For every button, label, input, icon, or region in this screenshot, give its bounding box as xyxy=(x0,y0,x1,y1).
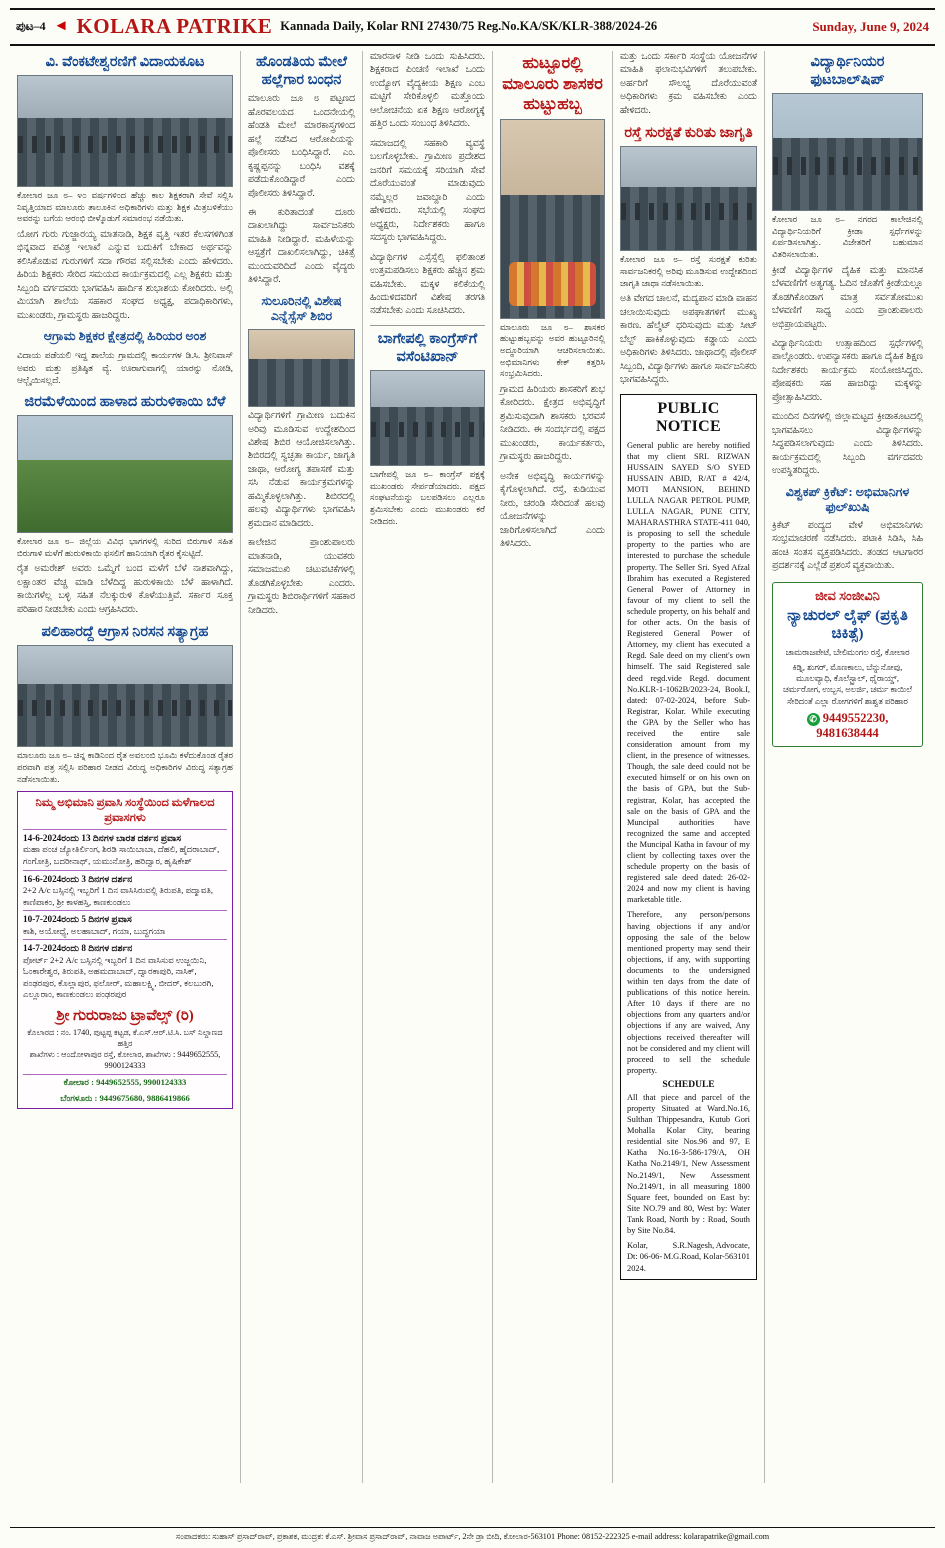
col1-caption-4: ಮಾಲೂರು ಜೂ ೮– ಚಿನ್ನ ಕಾಡಿನಿಂದ ರೈತ ಅವಲಂಬಿ ಭೂಮಿ ಕಳೆದುಕೊಂಡ ರೈತರ ಪರವಾಗಿ ಪತ್ರ ಸಲ್ಲಿಸಿ ಪರಿಹಾರ ನೀಡದ ವಿರುದ್ಧ ಅಧಿಕಾರಿಗಳ ವಿರುದ್ಧ ಸತ್ಯಾಗ್ರಹ ನಡೆಸಲಾಯಿತು. xyxy=(17,750,233,784)
col2-headline-1: ಹೊಂಡತಿಯ ಮೇಲೆ ಹಲ್ಲೆಗಾರ ಬಂಧನ xyxy=(256,54,347,89)
notice-date: Dt: 06-06-2024. xyxy=(627,1252,663,1273)
public-notice-para-3: All that piece and parcel of the property Situated at Ward.No.16, Sulthan Thippesandra, Kutub Gori Mohalla Kolar City, bearing residential site Nos.96 and 97, E Katha No.16-3-586-179/A, OH Katha No.2149/1, New Assessment No.2149/1, New Assessment No.2149/1, in all measuring 1800 Square feet, bounded on East by: Site NO.79 and 80, West by: Water Tank Road, North by : Road, South by Site No.84. xyxy=(627,1092,750,1235)
ad-row-text: 2+2 A/c ಬಸ್ಸಿನಲ್ಲಿ ಇಬ್ಬರಿಗೆ 1 ದಿನ ವಾಸಿಸಿರುವಲ್ಲಿ ತಿರುಪತಿ, ಪದ್ಮಾವತಿ, ಕಾಣಿಪಾಕಂ, ಶ್ರೀ ಕಾಳಹಸ್ತಿ, ಕಾಣಕುಂಡಲು xyxy=(23,885,214,907)
col1-headline-2: ಆಗ್ರಾಮ ಶಿಕ್ಷಕರ ಕ್ಷೇತ್ರದಲ್ಲಿ ಹಿರಿಯರ ಅಂಶ xyxy=(43,329,207,344)
clinic-address: ಚಾಮರಾಜಪೇಟೆ, ಬೇಲಿಮಂಗಲ ರಸ್ತೆ, ಕೋಲಾರ xyxy=(785,648,910,658)
col1-headline-4: ಪಲಿಹಾರದ್ದೆ ಆಗ್ರಾಸ ನಿರಸನ ಸತ್ಯಾಗ್ರಹ xyxy=(41,624,209,641)
ad-row xyxy=(23,910,227,939)
ad-address: ಕೊಲಾರದ : ನಂ. 1740, ಪುಟ್ಟಪ್ಪ ಕಟ್ಟಡ, ಕೆ.ಎಸ್.ಆರ್.ಟಿ.ಸಿ. ಬಸ್ ನಿಲ್ದಾಣದ ಹತ್ತಿರ xyxy=(27,1028,223,1049)
public-notice-schedule-label: SCHEDULE xyxy=(662,1079,715,1090)
clinic-phone[interactable] xyxy=(779,711,916,741)
col6-body-2: ವಿದ್ಯಾರ್ಥಿನಿಯರು ಉತ್ಸಾಹದಿಂದ ಸ್ಪರ್ಧೆಗಳಲ್ಲಿ ಪಾಲ್ಗೊಂಡರು. ಉಪನ್ಯಾಸಕರು ಹಾಗೂ ದೈಹಿಕ ಶಿಕ್ಷಣ ನಿರ್ದೇಶಕರು ಕಾರ್ಯಕ್ರಮ ಸಂಯೋಜಿಸಿದ್ದರು. ಪೋಷಕರು ಸಹ ಹಾಜರಿದ್ದು ಮಕ್ಕಳನ್ನು ಪ್ರೋತ್ಸಾಹಿಸಿದರು. xyxy=(772,338,923,403)
col2-body-4: ಕಾಲೇಜಿನ ಪ್ರಾಂಶುಪಾಲರು ಮಾತನಾಡಿ, ಯುವಕರು ಸಮಾಜಮುಖಿ ಚಟುವಟಿಕೆಗಳಲ್ಲಿ ತೊಡಗಿಕೊಳ್ಳಬೇಕು ಎಂದರು. ಗ್ರಾಮಸ್ಥರು ಶಿಬಿರಾರ್ಥಿಗಳಿಗೆ ಸಹಕಾರ ನೀಡಿದರು. xyxy=(248,538,355,616)
col3-caption-1: ಬಾಗೇಪಲ್ಲಿ ಜೂ ೮– ಕಾಂಗ್ರೆಸ್ ಪಕ್ಷಕ್ಕೆ ಮುಖಂಡರು ಸೇರ್ಪಡೆಯಾದರು. ಪಕ್ಷದ ಸಂಘಟನೆಯನ್ನು ಬಲಪಡಿಸಲು ಎಲ್ಲರೂ ಶ್ರಮಿಸಬೇಕು ಎಂದು ಮುಖಂಡರು ಕರೆ ನೀಡಿದರು. xyxy=(370,469,485,526)
notice-signature-name: S.R.Nagesh, Advocate, xyxy=(672,1241,750,1251)
column-1 xyxy=(10,51,240,1483)
columns-grid xyxy=(10,51,935,1483)
col1-photo-3 xyxy=(17,645,233,747)
col2-body-3: ವಿದ್ಯಾರ್ಥಿಗಳಿಗೆ ಗ್ರಾಮೀಣ ಬದುಕಿನ ಅರಿವು ಮೂಡಿಸುವ ಉದ್ದೇಶದಿಂದ ವಿಶೇಷ ಶಿಬಿರ ಆಯೋಜಿಸಲಾಗಿತ್ತು. ಶಿಬಿರದಲ್ಲಿ ಸ್ವಚ್ಛತಾ ಕಾರ್ಯ, ಜಾಗೃತಿ ಜಾಥಾ, ಆರೋಗ್ಯ ತಪಾಸಣೆ ಮತ್ತು ಸಸಿ ನೆಡುವ ಕಾರ್ಯಕ್ರಮಗಳನ್ನು ಹಮ್ಮಿಕೊಳ್ಳಲಾಗಿತ್ತು. ಶಿಬಿರದಲ್ಲಿ ಹಲವು ವಿದ್ಯಾರ್ಥಿಗಳು ಭಾಗವಹಿಸಿ ಶ್ರಮದಾನ ಮಾಡಿದರು. xyxy=(248,411,355,529)
col4-photo-1 xyxy=(500,119,605,319)
col3-body-3: ವಿದ್ಯಾರ್ಥಿಗಳ ಎಸ್ಸೆಸ್ಸೆಲ್ಸಿ ಫಲಿತಾಂಶ ಉತ್ತಮಪಡಿಸಲು ಶಿಕ್ಷಕರು ಹೆಚ್ಚಿನ ಶ್ರಮ ವಹಿಸಬೇಕು. ಮಕ್ಕಳ ಕಲಿಕೆಯಲ್ಲಿ ಹಿಂದುಳಿದವರಿಗೆ ವಿಶೇಷ ತರಗತಿ ನಡೆಸಬೇಕು ಎಂದು ಸೂಚಿಸಿದರು. xyxy=(370,252,485,317)
clinic-name-line-1: ಜೀವ ಸಂಜೀವಿನಿ xyxy=(815,587,880,603)
clinic-services: ಕಿಡ್ನಿ, ಶುಗರ್, ಮೊಣಕಾಲು, ಬೆನ್ನುನೋವು, ಮೂಲವ್ಯಾಧಿ, ಕೊಲೆಸ್ಟ್ರಾಲ್, ಥೈರಾಯ್ಡ್, ಚರ್ಮರೋಗ, ಉಬ್ಬಸ, ಅಲರ್ಜಿ, ಚರ್ಮ ಕಾಯಿಲೆ ಸೇರಿದಂತೆ ಎಲ್ಲಾ ರೋಗಗಳಿಗೆ ಶಾಶ್ವತ ಪರಿಹಾರ xyxy=(783,662,912,706)
col6-caption-1: ಕೋಲಾರ ಜೂ ೮– ನಗರದ ಕಾಲೇಜಿನಲ್ಲಿ ವಿದ್ಯಾರ್ಥಿನಿಯರಿಗೆ ಕ್ರೀಡಾ ಸ್ಪರ್ಧೆಗಳನ್ನು ಏರ್ಪಡಿಸಲಾಗಿತ್ತು. ವಿಜೇತರಿಗೆ ಬಹುಮಾನ ವಿತರಿಸಲಾಯಿತು. xyxy=(772,214,923,260)
ad-row-date: 14-7-2024ರಂದು 8 ದಿನಗಳ ದರ್ಶನ xyxy=(23,943,133,954)
col5-caption-1: ಕೋಲಾರ ಜೂ ೮– ರಸ್ತೆ ಸುರಕ್ಷತೆ ಕುರಿತು ಸಾರ್ವಜನಿಕರಲ್ಲಿ ಅರಿವು ಮೂಡಿಸುವ ಉದ್ದೇಶದಿಂದ ಜಾಗೃತಿ ಜಾಥಾ ನಡೆಸಲಾಯಿತು. xyxy=(620,254,757,288)
ad-row-date: 10-7-2024ರಂದು 5 ದಿನಗಳ ಪ್ರವಾಸ xyxy=(23,914,132,925)
col4-headline-1: ಹುಟ್ಟೂರಲ್ಲಿ ಮಾಲೂರು ಶಾಸಕರ ಹುಟ್ಟುಹಬ್ಬ xyxy=(502,53,603,114)
column-5 xyxy=(612,51,764,1483)
col1-headline-1: ವಿ. ವೆಂಕಟೇಶ್ವರಣಿಗೆ ವಿದಾಯಕೂಟ xyxy=(45,54,205,70)
travel-advertisement xyxy=(17,791,233,1109)
column-6 xyxy=(764,51,930,1483)
paper-subtitle: Kannada Daily, Kolar RNI 27430/75 Reg.No.KA/SK/KLR-388/2024-26 xyxy=(280,19,658,33)
col6-body-1: ಕ್ರೀಡೆ ವಿದ್ಯಾರ್ಥಿಗಳ ದೈಹಿಕ ಮತ್ತು ಮಾನಸಿಕ ಬೆಳವಣಿಗೆಗೆ ಅತ್ಯಗತ್ಯ. ಓದಿನ ಜೊತೆಗೆ ಕ್ರೀಡೆಯಲ್ಲೂ ತೊಡಗಿಕೊಂಡಾಗ ಮಾತ್ರ ಸರ್ವತೋಮುಖ ಬೆಳವಣಿಗೆ ಸಾಧ್ಯ ಎಂದು ಪ್ರಾಂಶುಪಾಲರು ಅಭಿಪ್ರಾಯಪಟ್ಟರು. xyxy=(772,265,923,330)
ad-phone-2[interactable]: ಬೆಂಗಳೂರು : 9449675680, 9886419866 xyxy=(60,1093,190,1104)
ad-row xyxy=(23,870,227,911)
ad-branch: ಶಾಖೆಗಳು : ಆಂದೋಳಾಪುರ ರಸ್ತೆ, ಕೋಲಾರ, ಶಾಖೆಗಳು : 9449652555, 9900124333 xyxy=(29,1050,221,1071)
paper-title: KOLARA PATRIKE xyxy=(76,14,273,38)
public-notice xyxy=(620,394,757,1281)
col6-body-3: ಮುಂದಿನ ದಿನಗಳಲ್ಲಿ ಜಿಲ್ಲಾಮಟ್ಟದ ಕ್ರೀಡಾಕೂಟದಲ್ಲಿ ಭಾಗವಹಿಸಲು ವಿದ್ಯಾರ್ಥಿಗಳನ್ನು ಸಿದ್ಧಪಡಿಸಲಾಗುವುದು ಎಂದು ತಿಳಿಸಿದರು. ಕಾರ್ಯಕ್ರಮದಲ್ಲಿ ಸಿಬ್ಬಂದಿ ವರ್ಗದವರು ಉಪಸ್ಥಿತರಿದ್ದರು. xyxy=(772,412,923,477)
page-label: ಪುಟ–4 xyxy=(16,19,46,33)
ad-row xyxy=(23,829,227,870)
notice-signature-address: M.G.Road, Kolar-563101 xyxy=(663,1252,750,1262)
col1-photo-1 xyxy=(17,75,233,187)
ad-title: ನಿಮ್ಮ ಅಭಿಮಾನಿ ಪ್ರವಾಸಿ ಸಂಸ್ಥೆಯಿಂದ ಮಳೆಗಾಲದ ಪ್ರವಾಸಗಳು xyxy=(35,797,215,825)
col6-photo-1 xyxy=(772,93,923,211)
arrow-icon: ◄ xyxy=(53,18,69,34)
public-notice-title: PUBLIC NOTICE xyxy=(656,399,721,435)
col1-headline-3: ಜಿರಮೆಳೆಯಿಂದ ಹಾಳಾದ ಹುರುಳಿಕಾಯಿ ಬೆಳೆ xyxy=(24,394,226,411)
col5-body-1: ಮತ್ತು ಒಂದು ಸರ್ಕಾರಿ ಸಂಸ್ಥೆಯ ಯೋಜನೆಗಳ ಮಾಹಿತಿ ಫಲಾನುಭವಿಗಳಿಗೆ ತಲುಪಬೇಕು. ಅರ್ಹರಿಗೆ ಸೌಲಭ್ಯ ದೊರೆಯುವಂತೆ ಅಧಿಕಾರಿಗಳು ಕ್ರಮ ವಹಿಸಬೇಕು ಎಂದು ಹೇಳಿದರು. xyxy=(620,52,757,116)
col5-body-2: ಅತಿ ವೇಗದ ಚಾಲನೆ, ಮದ್ಯಪಾನ ಮಾಡಿ ವಾಹನ ಚಲಾಯಿಸುವುದು ಅಪಘಾತಗಳಿಗೆ ಮುಖ್ಯ ಕಾರಣ. ಹೆಲ್ಮೆಟ್ ಧರಿಸುವುದು ಮತ್ತು ಸೀಟ್ ಬೆಲ್ಟ್ ಹಾಕಿಕೊಳ್ಳುವುದು ಕಡ್ಡಾಯ ಎಂದು ಅಧಿಕಾರಿಗಳು ತಿಳಿಸಿದರು. ಜಾಥಾದಲ್ಲಿ ಪೊಲೀಸ್ ಸಿಬ್ಬಂದಿ, ವಿದ್ಯಾರ್ಥಿಗಳು ಹಾಗೂ ಸಾರ್ವಜನಿಕರು ಭಾಗವಹಿಸಿದ್ದರು. xyxy=(620,294,757,386)
ad-row-text: ಕಾಶಿ, ಅಯೋಧ್ಯೆ, ಅಲಹಾಬಾದ್, ಗಯಾ, ಬುದ್ಧಗಯಾ xyxy=(23,925,166,936)
public-notice-para-2: Therefore, any person/persons having objections if any and/or opposing the sale of the below mentioned property may send their objections, if any, with supporting documents to the undersigned within ten days from the date of publications of this notice herein. After 10 days if there are no objections from any quarters and/or objections if any are waived, Any objections received thereafter will not be considered and my client will proceed to sell the schedule property. xyxy=(627,910,750,1075)
ad-row-text: ಮಹಾ ಪಂಚ ಜ್ಯೋತಿರ್ಲಿಂಗ, ಶಿರಡಿ ಸಾಯಿಬಾಬಾ, ದೆಹಲಿ, ಹೈದರಾಬಾದ್, ಗಂಗೋತ್ರಿ, ಬದರೀನಾಥ್, ಯಮುನೋತ್ರಿ, ಹರಿದ್ವಾರ, ಹೃಷಿಕೇಶ್ xyxy=(23,844,220,867)
col6-body-4: ಕ್ರಿಕೆಟ್ ಪಂದ್ಯದ ವೇಳೆ ಅಭಿಮಾನಿಗಳು ಸಂಭ್ರಮಾಚರಣೆ ನಡೆಸಿದರು. ಪಟಾಕಿ ಸಿಡಿಸಿ, ಸಿಹಿ ಹಂಚಿ ಸಂತಸ ವ್ಯಕ್ತಪಡಿಸಿದರು. ತಂಡದ ಆಟಗಾರರ ಪ್ರದರ್ಶನಕ್ಕೆ ಎಲ್ಲೆಡೆ ಪ್ರಶಂಸೆ ವ್ಯಕ್ತವಾಯಿತು. xyxy=(772,520,923,572)
divider xyxy=(370,325,485,326)
masthead xyxy=(10,8,935,46)
clinic-name-line-2: ನ್ಯಾಚುರಲ್ ಲೈಫ್ (ಪ್ರಕೃತಿ ಚಿಕಿತ್ಸೆ) xyxy=(787,607,908,643)
column-2 xyxy=(240,51,362,1483)
public-notice-para-1: General public are hereby notified that my client SRI. RIZWAN HUSSAIN SAYED S/O SYED HUSSAIN ABID, R/AT # 42/4, MOTI MANSION, BEHIND LULLA NAGAR PETROL PUMP, LULLA NAGAR, PUNE CITY, MAHARASTHRA STATE-411 040, is proposing to sell the schedule property to the parties who are interested to purchase the schedule property. The Seller Sri. Syed Afzal Ibrahim has executed a Registered General Power of Attorney in favour of my client to sell the schedule property, on his behalf and for other acts. On the basis of Registered General Power of Attorney, my client has executed a Regd. Sale deed on my client's own himself. The said Registered sale deed regd.vide Regd. document No.KLR-1-1062B/2023-24, Book.I, dated: 07-02-2024, before Sub-Registrar, Kolar. While executing the GPA by the Seller who has received the entire sale consideration amount from my client, in the presence of witnesses. Though, the sale deed could not be executed himself or on his own on the basis of GPA, but the Sub-registrar, Kolar, has accepted the sale on the basis of GPA and the Muncipal authorities have recognized the same and accepted the Muncipal Katha in favour of my client by collecting taxes over the schedule property on the basis of registered sale deed dated: 26-02-2024 and now my client is having marketable title. xyxy=(627,440,750,905)
col6-headline-2: ವಿಶ್ವಕಪ್ ಕ್ರಿಕೆಟ್: ಅಭಿಮಾನಿಗಳ ಫುಲ್‌ಖುಷಿ xyxy=(785,484,910,515)
col3-photo-1 xyxy=(370,370,485,466)
ad-row-date: 16-6-2024ರಂದು 3 ದಿನಗಳ ದರ್ಶನ xyxy=(23,873,133,884)
ad-shop-name: ಶ್ರೀ ಗುರುರಾಜು ಟ್ರಾವೆಲ್ಸ್ (ರಿ) xyxy=(56,1008,194,1025)
col1-body-2: ವಿದಾಯ ಪಡೆಯಲಿ ಇದ್ದ ಶಾಲೆಯ ಗ್ರಾಮದಲ್ಲಿ ಕಾರ್ಯಗಳ ಡಿ.ಸಿ. ಶ್ರೀನಿವಾಸ್ ಅವರು ಮತ್ತು ಪ್ರತಿಷ್ಠಿತ ವ್ಯೆ. ಊರಾಗುವಾಗಲ್ಲಿ ಯಾರನ್ನು ನೋಡಿ, ಆಲ್ಬೈಯಿಸಲ್ಲದೆ. xyxy=(17,349,233,386)
notice-place: Kolar, xyxy=(627,1241,648,1251)
column-4 xyxy=(492,51,612,1483)
col1-photo-2 xyxy=(17,415,233,533)
col1-caption-1: ಕೋಲಾರ ಜೂ ೮– ೪೦ ವರ್ಷಗಳಿಂದ ಹೆಚ್ಚು ಕಾಲ ಶಿಕ್ಷಕರಾಗಿ ಸೇವೆ ಸಲ್ಲಿಸಿ ನಿವೃತ್ತಿಯಾದ ಮಾಲೂರು ತಾಲೂಕಿನ ಅಧಿಕಾರಿಗಳು ಮತ್ತು ಶಿಕ್ಷಕ ಮಿತ್ರಬಳಿಕೆಯು ಅವರನ್ನು ಬಗೆಯ ಆರಂಭಿ ಬೀಳ್ಕೊಡುಗೆ ಸಮಾರಂಭ ನಡೆಯಿತು. xyxy=(17,190,233,224)
col2-photo-1 xyxy=(248,329,355,407)
col1-body-3: ರೈತ ಅಮರೇಶ್ ಅವರು ಒಮ್ಮೆಗೆ ಬಂದ ಮಳೆಗೆ ಬೆಳೆ ನಾಶವಾಗಿದ್ದು, ಲಕ್ಷಾಂತರ ವೆಚ್ಚ ಮಾಡಿ ಬೆಳೆದಿದ್ದ ಹುರುಳಿಕಾಯಿ ಬೆಳೆ ಹಾಳಾಗಿದೆ. ಕಾಯಿಗಳೆಲ್ಲ ಬಳ್ಳಿ ಸಹಿತ ನೆಲಕ್ಕುರುಳಿ ಕೊಳೆಯುತ್ತಿವೆ. ಸರ್ಕಾರ ಸೂಕ್ತ ಪರಿಹಾರ ನೀಡಬೇಕು ಎಂದು ಆಗ್ರಹಿಸಿದರು. xyxy=(17,564,233,615)
ad-row-text: ಪೋರ್ಟ್ 2+2 A/c ಬಸ್ಸಿನಲ್ಲಿ ಇಬ್ಬರಿಗೆ 1 ದಿನ ವಾಸಿಸುವ ಉಜ್ಜಯಿನಿ, ಓಂಕಾರೇಶ್ವರ, ತಿರುಪತಿ, ಅಹಮದಾಬಾದ್, ದ್ವಾರಕಾಪುರಿ, ನಾಸಿಕ್, ಪಂಢರಪುರ, ಕೊಲ್ಲಾಪುರ, ಫಲೋರ್, ಮಹಾಲಕ್ಷ್ಮಿ, ಬೀದರ್, ಕಲಬುರಗಿ, ಎಲ್ಲೂರಾಂ, ಕಾಣಕುಂಡಲು ಪಂಢರಪುರ xyxy=(23,954,214,1000)
col6-headline-1: ವಿದ್ಯಾರ್ಥಿನಿಯರ ಫುಟಬಾಲ್‌ಷಿಪ್ xyxy=(810,54,885,89)
col1-caption-3: ಕೋಲಾರ ಜೂ ೮– ಜಿಲ್ಲೆಯ ವಿವಿಧ ಭಾಗಗಳಲ್ಲಿ ಸುರಿದ ಬಿರುಗಾಳಿ ಸಹಿತ ಬಿರುಗಾಳಿ ಮಳೆಗೆ ಹುರುಳಿಕಾಯಿ ಫಸಲಿಗೆ ಹಾನಿಯಾಗಿ ರೈತರ ಕೈಸುಟ್ಟಿದೆ. xyxy=(17,536,233,558)
col4-caption-1: ಮಾಲೂರು ಜೂ ೮– ಶಾಸಕರ ಹುಟ್ಟುಹಬ್ಬವನ್ನು ಅವರ ಹುಟ್ಟೂರಿನಲ್ಲಿ ಅದ್ಧೂರಿಯಾಗಿ ಆಚರಿಸಲಾಯಿತು. ಅಭಿಮಾನಿಗಳು ಕೇಕ್ ಕತ್ತರಿಸಿ ಸಂಭ್ರಮಿಸಿದರು. xyxy=(500,321,605,379)
page-footer: ಸಂಪಾದಕರು: ಸುಹಾಸ್ ಪ್ರಸಾದ್‌ರಾವ್, ಪ್ರಕಾಶಕ, ಮುದ್ರಕ: ಕೆ.ಎಸ್. ಶ್ರೀವಾಸ ಪ್ರಸಾದ್‌ರಾವ್, ನಾವಾಜ ಅಪಾರ್ಟ್, 2ನೇ ಡ್ರಾ ಬೀದಿ, ಕೋಲಾರ-563101 Phone: 08152-222325 e-mail address: kolarapatrike@gmail.com xyxy=(10,1527,935,1542)
ad-row-date: 14-6-2024ರಂದು 13 ದಿನಗಳ ಬಾರತ ದರ್ಶನ ಪ್ರವಾಸ xyxy=(23,833,182,844)
ad-row xyxy=(23,939,227,1003)
col4-body-1: ಗ್ರಾಮದ ಹಿರಿಯರು ಶಾಸಕರಿಗೆ ಶುಭ ಕೋರಿದರು. ಕ್ಷೇತ್ರದ ಅಭಿವೃದ್ಧಿಗೆ ಶ್ರಮಿಸುವುದಾಗಿ ಶಾಸಕರು ಭರವಸೆ ನೀಡಿದರು. ಈ ಸಂದರ್ಭದಲ್ಲಿ ಪಕ್ಷದ ಮುಖಂಡರು, ಕಾರ್ಯಕರ್ತರು, ಗ್ರಾಮಸ್ಥರು ಹಾಜರಿದ್ದರು. xyxy=(500,384,605,463)
col2-body-1: ಮಾಲೂರು ಜೂ ೮ ಪಟ್ಟಣದ ಹೊರವಲಯದ ಒಂದನೇಯಲ್ಲಿ ಹೆಂಡತಿ ಮೇಲೆ ಮಾರಕಾಸ್ತ್ರಗಳಿಂದ ಹಲ್ಲೆ ನಡೆಸಿದ ಆರೋಪಿಯನ್ನು ಪೊಲೀಸರು ಬಂಧಿಸಿದ್ದಾರೆ. ಎಂ. ಕೃಷ್ಣಪ್ಪನನ್ನು ಬಂಧಿಸಿ ವಶಕ್ಕೆ ಪಡೆದುಕೊಂಡಿದ್ದಾರೆ ಎಂದು ಪೊಲೀಸರು ತಿಳಿಸಿದ್ದಾರೆ. xyxy=(248,94,355,199)
col4-body-2: ಅನೇಕ ಅಭಿವೃದ್ಧಿ ಕಾರ್ಯಗಳನ್ನು ಕೈಗೊಳ್ಳಲಾಗಿದೆ. ರಸ್ತೆ, ಕುಡಿಯುವ ನೀರು, ಚರಂಡಿ ಸೇರಿದಂತೆ ಹಲವು ಯೋಜನೆಗಳನ್ನು ಜಾರಿಗೊಳಿಸಲಾಗಿದೆ ಎಂದು ತಿಳಿಸಿದರು. xyxy=(500,471,605,549)
column-3 xyxy=(362,51,492,1483)
col3-body-1: ಮಾರನಾಳ ನೀಡಿ ಒಂದು ಸುಹಿಸಿದರು. ಶಿಕ್ಷಕರಾದ ಪಿಂಚಣಿ ಇಲಾಖೆ ಒಂದು ಉದ್ಯೋಗ ವೈದ್ಯಕೀಯ ಶಿಕ್ಷಣ ಎಂಬ ಮಟ್ಟಿಗೆ ಸೇರಿಕೊಳ್ಳಲಿ ಮತ್ತೊಂದು ಆಲೋಚನೆಯ ಏಕ ಶಿಕ್ಷಣ ಆರೋಗ್ಯಕ್ಕೆ ಹತ್ತಿರ ಒಂದು ಸಂಬಂಧ ತಿಳಿಸಿದರು. xyxy=(370,52,485,130)
clinic-phone-number: 9449552230, 9481638444 xyxy=(816,710,889,740)
col2-headline-2: ಸುಲೂರಿನಲ್ಲಿ ವಿಶೇಷ ಎನ್ನೆಸ್ಸೆಸ್ ಶಿಬಿರ xyxy=(261,293,342,324)
col2-body-2: ಈ ಕುರಿತಾದಂತೆ ದೂರು ದಾಖಲಾಗಿದ್ದು ಸಾರ್ವಜನಿಕರು ಮಾಹಿತಿ ನೀಡಿದ್ದಾರೆ. ಮಹಿಳೆಯನ್ನು ಆಸ್ಪತ್ರೆಗೆ ದಾಖಲಿಸಲಾಗಿದ್ದು, ಚಿಕಿತ್ಸೆ ಮುಂದುವರಿದಿದೆ ಎಂದು ವೈದ್ಯರು ತಿಳಿಸಿದ್ದಾರೆ. xyxy=(248,208,355,286)
col3-body-2: ಸಮಾಜದಲ್ಲಿ ಸಹಕಾರಿ ವ್ಯವಸ್ಥೆ ಬಲಗೊಳ್ಳಬೇಕು. ಗ್ರಾಮೀಣ ಪ್ರದೇಶದ ಜನರಿಗೆ ಸಮಯಕ್ಕೆ ಸರಿಯಾಗಿ ಸೇವೆ ದೊರೆಯುವಂತೆ ಮಾಡುವುದು ನಮ್ಮೆಲ್ಲರ ಜವಾಬ್ದಾರಿ ಎಂದು ಹೇಳಿದರು. ಸಭೆಯಲ್ಲಿ ಸಂಘದ ಅಧ್ಯಕ್ಷರು, ನಿರ್ದೇಶಕರು ಹಾಗೂ ಸದಸ್ಯರು ಭಾಗವಹಿಸಿದ್ದರು. xyxy=(370,138,485,244)
issue-date: Sunday, June 9, 2024 xyxy=(812,18,929,34)
col3-headline-1: ಬಾಗೇಪಲ್ಲಿ ಕಾಂಗ್ರೆಸ್‌ಗೆ ವಸೆಂಟಿಖಾನ್ xyxy=(377,330,478,366)
col1-body-1: ಯೋಗ ಗುರು ಗುಜ್ಜಾರಯ್ಯ ಮಾತನಾಡಿ, ಶಿಕ್ಷಕ ವೃತ್ತಿ ಇತರ ಕೆಲಸಗಳಿಗಿಂತ ಭಿನ್ನವಾದ ಪವಿತ್ರ ಇಲಾಖೆ ಎನ್ನುವ ಬದುಕಿಗೆ ಬೇಕಾದ ಅರ್ಥವನ್ನು ಕಲಿಸಿಕೊಡುವ ಗುರುಗಳಿಗೆ ಸದಾ ಗೌರವ ಸಲ್ಲಿಸಬೇಕು ಎಂದು ಹೇಳಿದರು. ಹಿರಿಯ ಶಿಕ್ಷಕರು ಸೇರಿದ ಸಮಯದ ಕಾರ್ಯಕ್ರಮದಲ್ಲಿ ಎಲ್ಲ ಶಿಕ್ಷಕರು ಮತ್ತು ಸಿಬ್ಬಂದಿ ವರ್ಗದವರು ಭಾಗವಹಿಸಿ ಹಾರ್ದಿಕ ಶುಭಾಶಯ ಕೋರಿದರು. ಅಲ್ಲಿ ಮಿಯಾಗಿ ಶಾಲೆಯ ಸಹಕಾರ ಸಂಘದ ಅಧ್ಯಕ್ಷ, ಪದಾಧಿಕಾರಿಗಳು, ಮುಖಂಡರು, ಗ್ರಾಮಸ್ಥರು ಹಾಜರಿದ್ದರು. xyxy=(17,229,233,321)
ad-phone-1[interactable]: ಕೋಲಾರ : 9449652555, 9900124333 xyxy=(23,1074,227,1088)
col5-photo-1 xyxy=(620,146,757,251)
col5-headline-1: ರಸ್ತೆ ಸುರಕ್ಷತೆ ಕುರಿತು ಜಾಗೃತಿ xyxy=(624,125,753,142)
clinic-advertisement xyxy=(772,582,923,747)
phone-icon: ✆ xyxy=(807,713,820,726)
